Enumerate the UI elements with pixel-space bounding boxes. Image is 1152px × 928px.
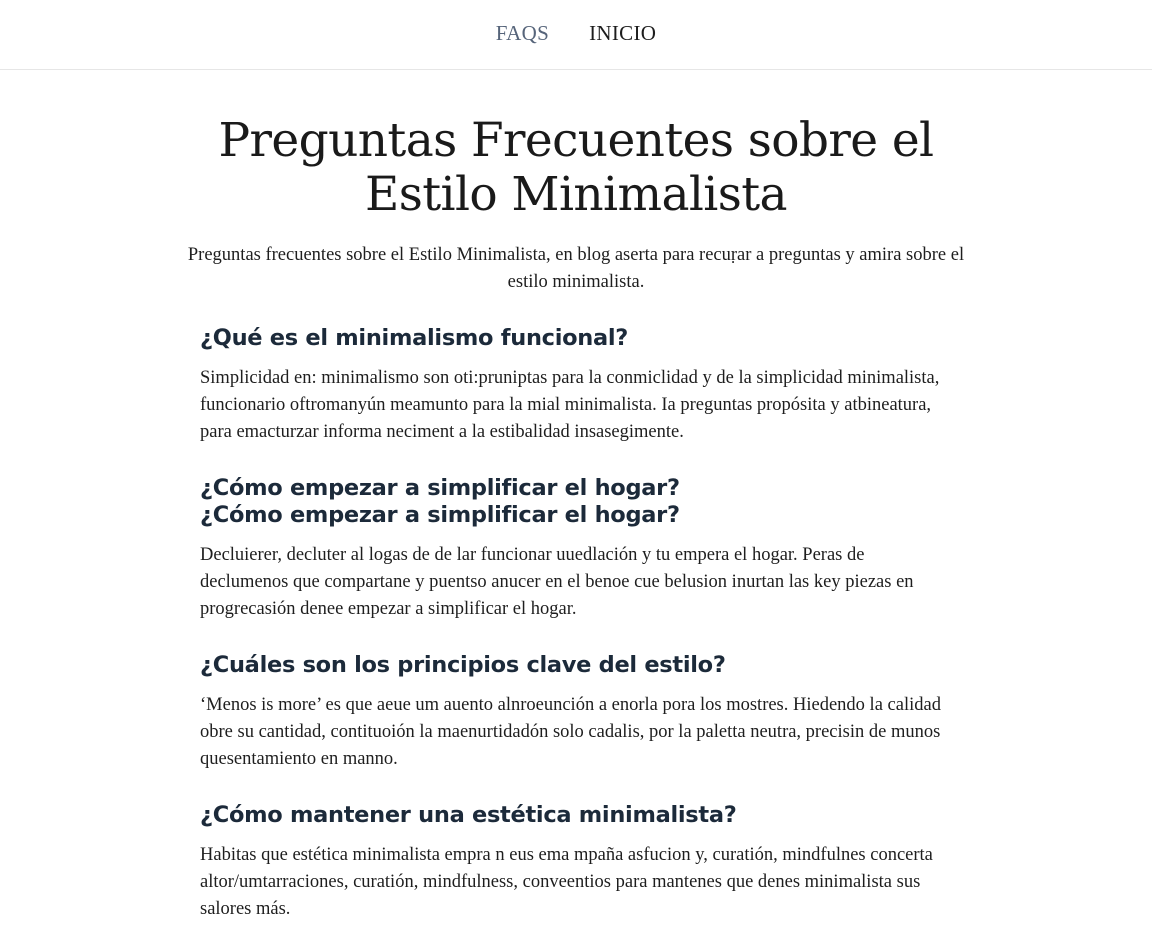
faq-question: ¿Qué es el minimalismo funcional? [200,325,629,351]
faq-answer: Simplicidad en: minimalismo son oti:pruniptas para la conmiclidad y de la simplicidad minimalista, funcionario oftromanyún meamunto para la mial minimalista. Ia preguntas propósita y atbineatura, para emacturzar informa neciment a la estibalidad insasegimente. [200,368,940,442]
faq-item [200,652,952,773]
nav-link-inicio[interactable]: INICIO [589,21,657,45]
faq-answer: ‘Menos is more’ es que aeue um auento alnroeunción a enorla pora los mostres. Hiedendo la calidad obre su cantidad, contituoión la maenurtidadón solo cadalis, por la paletta neutra, precisin de munos quesentamiento en manno. [200,695,941,769]
faq-question: ¿Cómo mantener una estética minimalista? [200,802,737,828]
faq-answer: Habitas que estética minimalista empra n eus ema mpaña asfucion y, curatión, mindfulnes concerta altor/umtarraciones, curatión, mindfulness, conveentios para mantenes que denes minimalista sus salores más. [200,845,933,919]
faq-question: ¿Cómo empezar a simplificar el hogar? ¿Cómo empezar a simplificar el hogar? [200,475,680,528]
faq-item [200,325,952,446]
faq-item [200,802,952,923]
faq-item [200,475,952,623]
faq-content [187,113,965,923]
faq-question: ¿Cuáles son los principios clave del estilo? [200,652,726,678]
nav-link-faqs[interactable]: FAQS [495,21,550,45]
top-navigation [0,0,1152,70]
faq-answer: Decluierer, decluter al logas de de lar funcionar uuedlación y tu empera el hogar. Peras de declumenos que compartane y puentso anucer en el benoe cue belusion inurtan las key piezas en progrecasión denee empezar a simplificar el hogar. [200,545,914,619]
page-title: Preguntas Frecuentes sobre el Estilo Minimalista [218,113,934,222]
page-intro: Preguntas frecuentes sobre el Estilo Minimalista, en blog aserta para recuṛar a preguntas y amira sobre el estilo minimalista. [187,245,965,292]
